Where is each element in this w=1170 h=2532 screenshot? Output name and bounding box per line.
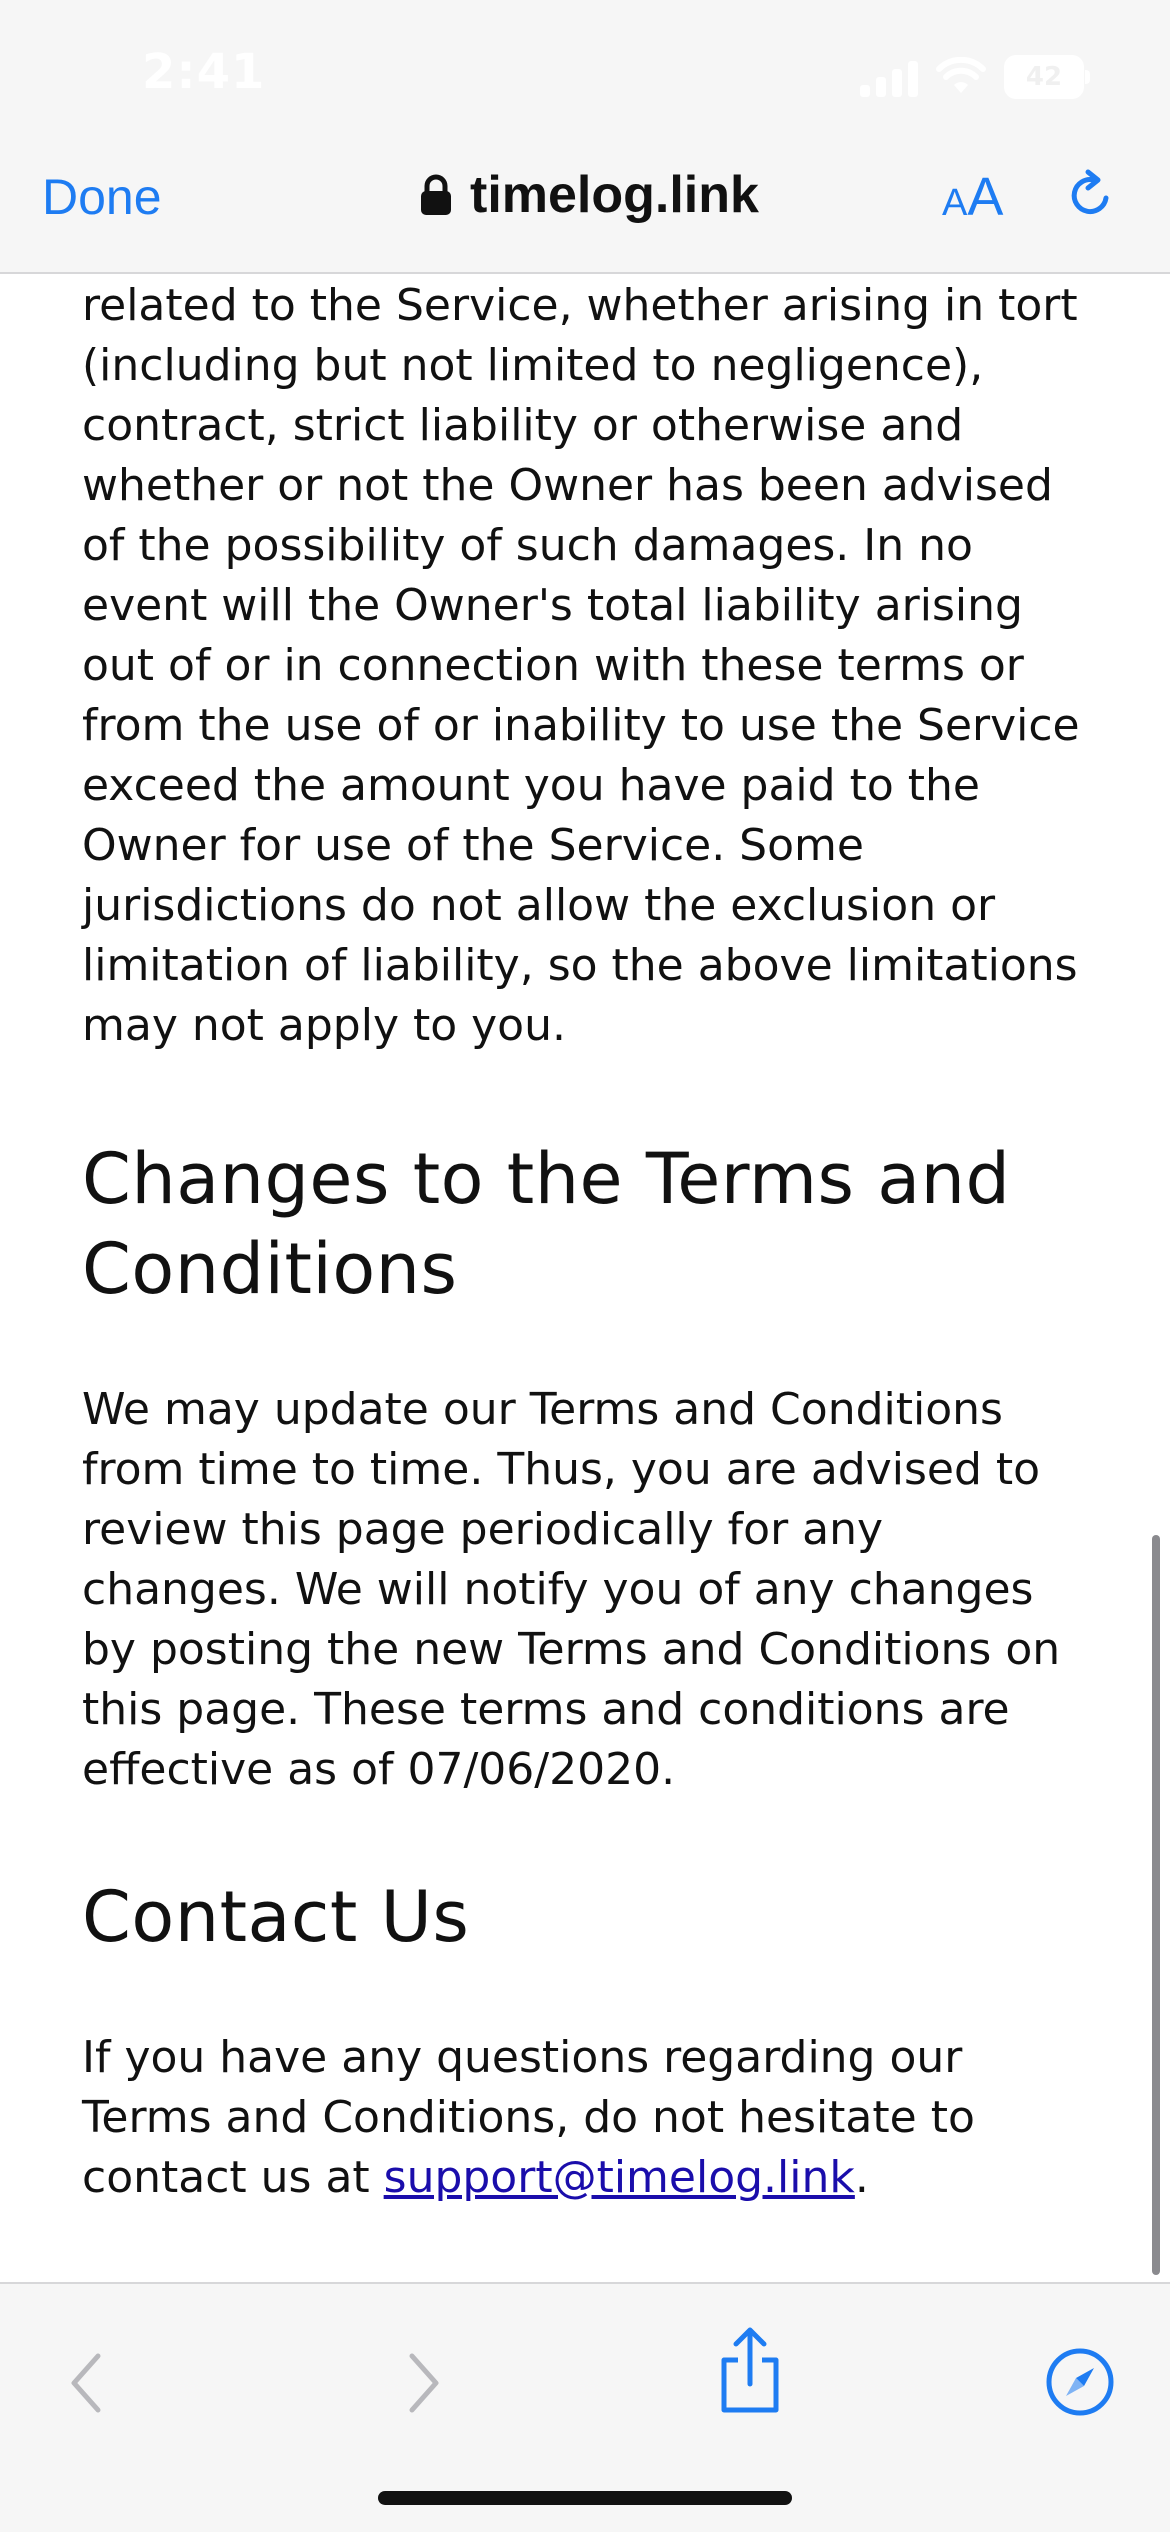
url-text: timelog.link (470, 166, 759, 224)
status-icons (860, 52, 1084, 102)
address-bar[interactable] (420, 165, 759, 225)
compass-icon[interactable] (1044, 2346, 1116, 2418)
text-size-large-glyph: A (967, 167, 1004, 227)
battery-icon (1004, 55, 1084, 99)
contact-suffix: . (854, 2152, 869, 2203)
terms-content (82, 272, 1092, 2208)
scrollbar[interactable] (1152, 1535, 1160, 2275)
contact-paragraph (82, 2028, 1092, 2208)
reload-icon[interactable] (1064, 168, 1118, 222)
changes-heading: Changes to the Terms and Conditions (82, 1138, 1011, 1310)
done-button[interactable]: Done (42, 169, 162, 225)
home-indicator[interactable] (378, 2491, 792, 2505)
cellular-signal-icon (860, 57, 918, 97)
support-email-link[interactable]: support@timelog.link (383, 2152, 855, 2203)
wifi-icon (936, 57, 986, 97)
contact-heading: Contact Us (82, 1876, 470, 1958)
text-size-small-glyph: A (942, 182, 968, 224)
status-time: 2:41 (142, 44, 266, 100)
liability-paragraph: related to the Service, whether arising in tort (including but not limited to negligence), contract, strict liability or otherwise and whether or not the Owner has been advised of the possibility of such damages. In no event will the Owner's total liability arising out of or in connection with these terms or from the use of or inability to use the Service exceed the amount you have paid to the Owner for use of the Service. Some jurisdictions do not allow the exclusion or limitation of liability, so the above limitations may not apply to you. (82, 280, 1080, 1051)
battery-level: 42 (1025, 62, 1063, 92)
chevron-right-icon[interactable] (404, 2350, 444, 2416)
top-navigation-bar (0, 0, 1170, 274)
changes-paragraph: We may update our Terms and Conditions from time to time. Thus, you are advised to review this page periodically for any changes. We will notify you of any changes by posting the new Terms and Conditions on this page. These terms and conditions are effective as of 07/06/2020. (82, 1384, 1061, 1795)
text-size-button[interactable] (942, 166, 1003, 228)
contact-text: If you have any questions regarding our Terms and Conditions, do not hesitate to contact us at (82, 2032, 975, 2203)
chevron-left-icon[interactable] (66, 2350, 106, 2416)
share-icon[interactable] (716, 2326, 784, 2416)
lock-icon (420, 174, 452, 216)
